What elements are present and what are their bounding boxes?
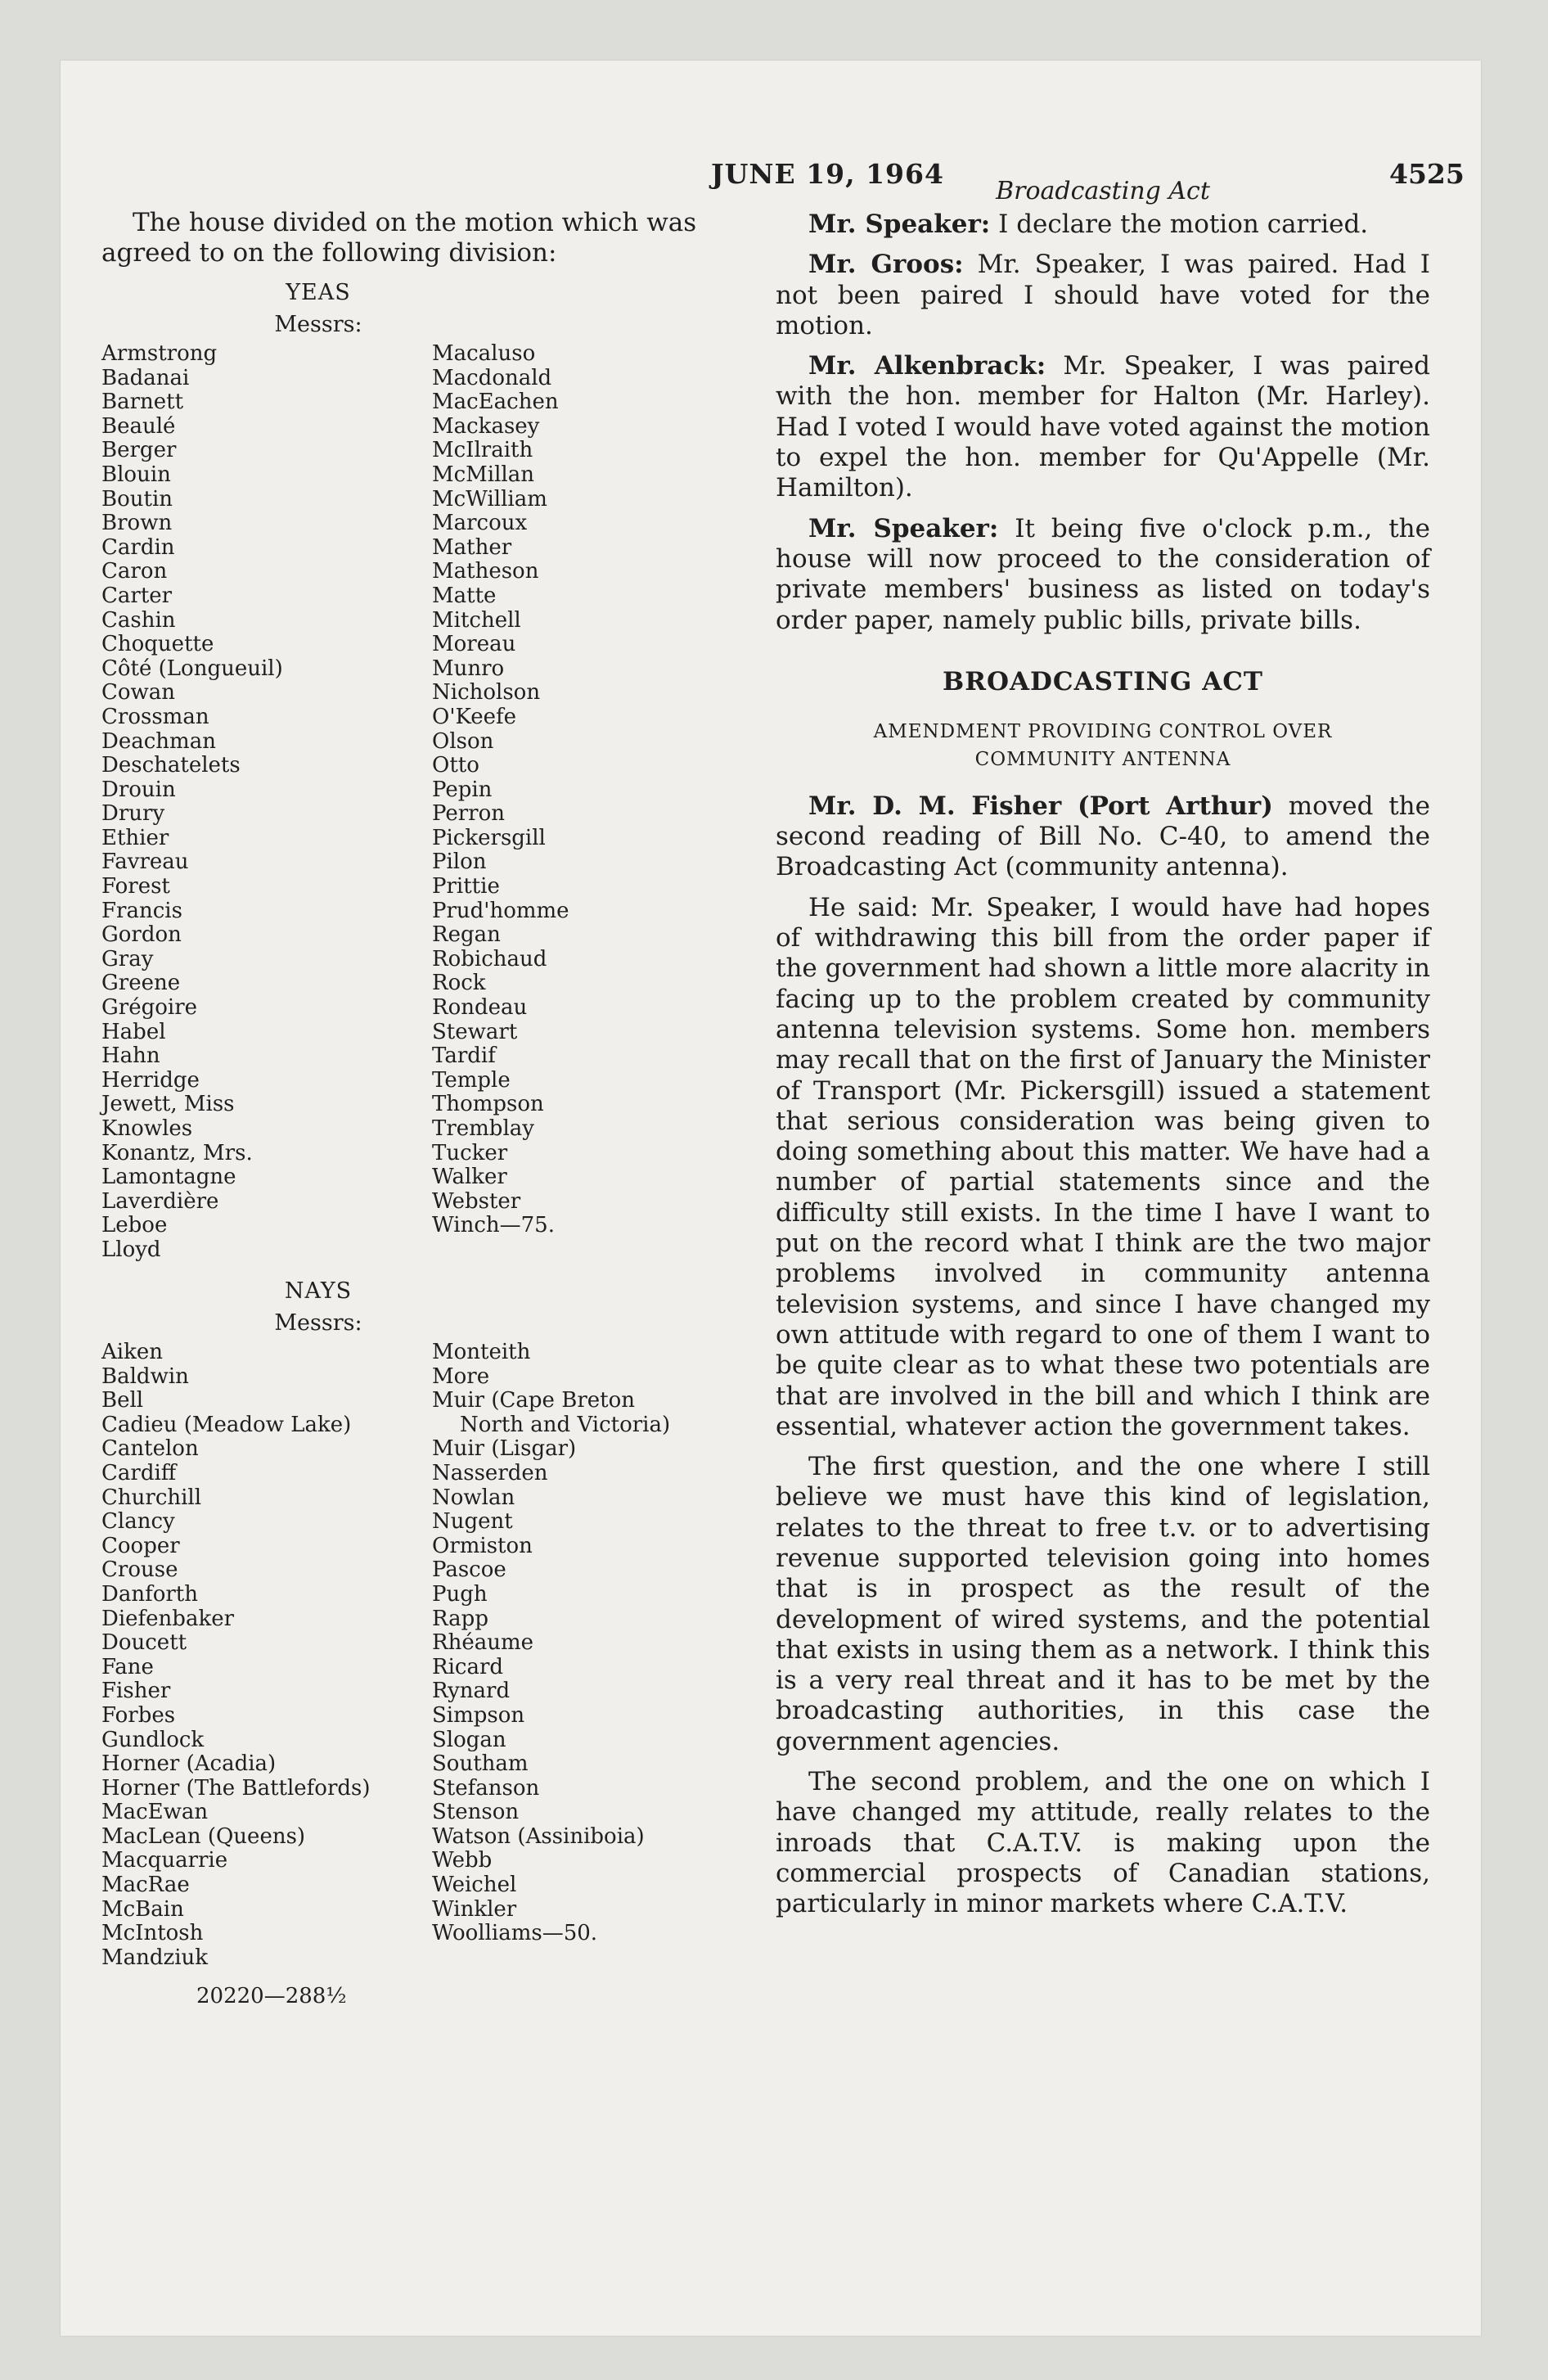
member-name: Diefenbaker xyxy=(101,1606,235,1631)
member-name: Mandziuk xyxy=(101,1945,209,1970)
member-name: Danforth xyxy=(101,1581,198,1607)
member-name: Knowles xyxy=(101,1116,193,1141)
act-subtitle xyxy=(776,718,1430,773)
member-name: Cowan xyxy=(101,680,176,705)
nays-list xyxy=(101,1341,781,1979)
member-name: Ethier xyxy=(101,825,169,850)
paragraph-text: Mr. Speaker, I was paired. Had I not been paired I should have voted for the motion. xyxy=(776,250,1430,340)
member-name: Grégoire xyxy=(101,995,198,1021)
member-name: Gundlock xyxy=(101,1727,205,1752)
member-name: Greene xyxy=(101,971,181,996)
speaker-name: Mr. Speaker: xyxy=(808,513,999,543)
speaker-name: Mr. Groos: xyxy=(808,250,964,280)
member-name: More xyxy=(432,1364,490,1389)
member-name: Herridge xyxy=(101,1067,200,1093)
paragraph-text: Mr. Speaker, I was paired with the hon. member for Halton (Mr. Harley). Had I voted I would have voted against the motion to expel the hon. member for Qu'Appelle (Mr. Hamilton). xyxy=(776,351,1430,503)
member-name: Baldwin xyxy=(101,1364,189,1389)
member-name: Badanai xyxy=(101,365,190,390)
member-name: Winch—75. xyxy=(432,1213,555,1238)
member-name: Olson xyxy=(432,728,494,754)
member-name: Cashin xyxy=(101,607,176,633)
yeas-column-1 xyxy=(101,342,412,1263)
speaker-name: Mr. D. M. Fisher (Port Arthur) xyxy=(808,791,1273,821)
member-name: Pascoe xyxy=(432,1557,506,1583)
member-name: Forest xyxy=(101,874,170,899)
paragraph-speaker-1 xyxy=(776,210,1430,240)
member-name: Nowlan xyxy=(432,1485,515,1510)
member-name: Deachman xyxy=(101,728,216,754)
speaker-name: Mr. Speaker: xyxy=(808,210,991,239)
member-name: Cardiff xyxy=(101,1460,177,1485)
member-name: Gordon xyxy=(101,922,182,948)
member-name: Nicholson xyxy=(432,680,541,705)
act-subtitle-line-1: AMENDMENT PROVIDING CONTROL OVER xyxy=(873,720,1333,742)
member-name: Nasserden xyxy=(432,1460,548,1485)
left-column xyxy=(101,208,781,2008)
member-name: McBain xyxy=(101,1896,184,1922)
member-name: Bell xyxy=(101,1388,144,1413)
member-name: McIntosh xyxy=(101,1921,204,1946)
member-name: Konantz, Mrs. xyxy=(101,1140,253,1165)
member-name: Slogan xyxy=(432,1727,506,1752)
member-name: Ricard xyxy=(432,1654,504,1679)
member-name: Cantelon xyxy=(101,1436,199,1462)
member-name: MacEachen xyxy=(432,390,559,415)
act-subtitle-line-2: COMMUNITY ANTENNA xyxy=(974,748,1231,770)
member-name: Macdonald xyxy=(432,365,552,390)
member-name: Blouin xyxy=(101,462,171,487)
member-name: Webster xyxy=(432,1188,521,1214)
member-name: Weichel xyxy=(432,1873,517,1898)
speaker-name: Mr. Alkenbrack: xyxy=(808,351,1046,381)
member-name: McWilliam xyxy=(432,486,547,512)
member-name: Regan xyxy=(432,922,501,948)
member-name: Côté (Longueuil) xyxy=(101,656,283,681)
member-name: Horner (Acadia) xyxy=(101,1751,277,1777)
paragraph-fisher-speech-2: The first question, and the one where I still believe we must have this kind of legislation, relates to the threat to free t.v. or to advertising revenue supported television going into homes that is in prospect as the result of the development of wired systems, and the potential that exists in using them as a network. I think this is a very real threat and it has to be met by the broadcasting authorities, in this case the government agencies. xyxy=(776,1452,1430,1756)
member-name: Perron xyxy=(432,801,505,827)
member-name: Watson (Assiniboia) xyxy=(432,1823,645,1849)
member-name: Gray xyxy=(101,946,154,971)
member-name: Woolliams—50. xyxy=(432,1921,598,1946)
member-name: Berger xyxy=(101,438,177,463)
member-name: Fisher xyxy=(101,1679,171,1704)
member-name: Temple xyxy=(432,1067,511,1093)
member-name: Tucker xyxy=(432,1140,508,1165)
member-name: Deschatelets xyxy=(101,753,241,778)
member-name: Armstrong xyxy=(101,341,218,366)
member-name: Pugh xyxy=(432,1581,488,1607)
paragraph-fisher-motion xyxy=(776,791,1430,883)
member-name: Winkler xyxy=(432,1896,517,1922)
member-name: Nugent xyxy=(432,1509,513,1535)
member-name: Choquette xyxy=(101,632,214,657)
member-name: Rhéaume xyxy=(432,1630,533,1656)
member-name: Clancy xyxy=(101,1509,175,1535)
member-name: Brown xyxy=(101,511,173,536)
paragraph-fisher-speech-3: The second problem, and the one on which I have changed my attitude, really relates to the inroads that C.A.T.V. is making upon the commercial prospects of Canadian stations, particularly in minor markets where C.A.T.V. xyxy=(776,1767,1430,1919)
member-name: Pilon xyxy=(432,850,487,875)
paragraph-text: I declare the motion carried. xyxy=(990,210,1369,239)
member-name: Simpson xyxy=(432,1702,525,1728)
paragraph-text: It being five o'clock p.m., the house will now proceed to the consideration of private members' business as listed on today's order paper, namely public bills, private bills. xyxy=(776,513,1430,635)
member-name: Marcoux xyxy=(432,511,528,536)
member-name: Barnett xyxy=(101,390,184,415)
member-name: Lloyd xyxy=(101,1237,161,1262)
member-name: Stewart xyxy=(432,1019,518,1044)
member-name: Cooper xyxy=(101,1533,180,1558)
member-name: Rondeau xyxy=(432,995,528,1021)
member-name: Drouin xyxy=(101,777,176,802)
paragraph-groos xyxy=(776,250,1430,341)
member-name: Moreau xyxy=(432,632,516,657)
member-name: Robichaud xyxy=(432,946,547,971)
member-name: Pickersgill xyxy=(432,825,546,850)
member-name: MacRae xyxy=(101,1873,190,1898)
member-name: Pepin xyxy=(432,777,493,802)
paragraph-alkenbrack xyxy=(776,351,1430,503)
paragraph-fisher-speech-1: He said: Mr. Speaker, I would have had hopes of withdrawing this bill from the order paper if the government had shown a little more alacrity in facing up to the problem created by community antenna television systems. Some hon. members may recall that on the first of January the Minister of Transport (Mr. Pickersgill) issued a statement that serious consideration was being given to doing something about this matter. We have had a number of partial statements since and the difficulty still exists. In the time I have I want to put on the record what I think are the two major problems involved in community antenna television systems, and since I have changed my own attitude with regard to one of them I want to be quite clear as to what these two potentials are that are involved in the bill and which I think are essential, whatever action the government takes. xyxy=(776,892,1430,1441)
nays-column-2 xyxy=(432,1341,776,1946)
member-name: Leboe xyxy=(101,1213,168,1238)
member-name: Matheson xyxy=(432,559,539,584)
member-name: Cardin xyxy=(101,534,175,560)
member-name: MacEwan xyxy=(101,1800,209,1825)
right-column xyxy=(776,177,1430,1930)
member-name: Jewett, Miss xyxy=(101,1092,235,1117)
footer-code: 20220—288½ xyxy=(196,1984,347,2008)
member-name: North and Victoria) xyxy=(460,1412,671,1437)
member-name: Crossman xyxy=(101,704,209,729)
member-name: Tremblay xyxy=(432,1116,534,1141)
member-name: Macquarrie xyxy=(101,1848,228,1873)
member-name: McMillan xyxy=(432,462,534,487)
member-name: Laverdière xyxy=(101,1188,219,1214)
member-name: Prittie xyxy=(432,874,500,899)
member-name: Beaulé xyxy=(101,413,176,439)
member-name: McIlraith xyxy=(432,438,533,463)
member-name: Lamontagne xyxy=(101,1165,236,1190)
member-name: Fane xyxy=(101,1654,154,1679)
member-name: Macaluso xyxy=(432,341,536,366)
member-name: Matte xyxy=(432,583,497,608)
member-name: Stenson xyxy=(432,1800,520,1825)
yeas-list xyxy=(101,342,781,1265)
division-intro: The house divided on the motion which was agreed to on the following division: xyxy=(101,208,697,268)
member-name: Favreau xyxy=(101,850,189,875)
member-name: Webb xyxy=(432,1848,493,1873)
member-name: Rock xyxy=(432,971,486,996)
nays-column-1 xyxy=(101,1341,412,1970)
member-name: Carter xyxy=(101,583,173,608)
member-name: Francis xyxy=(101,898,182,923)
member-name: Doucett xyxy=(101,1630,187,1656)
member-name: Mitchell xyxy=(432,607,521,633)
yeas-column-2 xyxy=(432,342,776,1238)
member-name: Habel xyxy=(101,1019,166,1044)
member-name: Boutin xyxy=(101,486,173,512)
yeas-title: YEAS xyxy=(286,280,351,305)
member-name: Munro xyxy=(432,656,505,681)
nays-title: NAYS xyxy=(284,1278,353,1304)
member-name: Forbes xyxy=(101,1702,176,1728)
act-title: BROADCASTING ACT xyxy=(943,666,1263,696)
running-title: Broadcasting Act xyxy=(996,177,1210,205)
member-name: Cadieu (Meadow Lake) xyxy=(101,1412,352,1437)
member-name: Rynard xyxy=(432,1679,511,1704)
member-name: Caron xyxy=(101,559,168,584)
document-page xyxy=(61,61,1481,2336)
member-name: Mackasey xyxy=(432,413,540,439)
member-name: Crouse xyxy=(101,1557,178,1583)
member-name: Tardif xyxy=(432,1044,496,1069)
nays-messrs: Messrs: xyxy=(274,1310,362,1336)
member-name: Prud'homme xyxy=(432,898,569,923)
member-name: Aiken xyxy=(101,1340,163,1364)
paragraph-speaker-2 xyxy=(776,514,1430,636)
paragraph-text: moved the second reading of Bill No. C-40, to amend the Broadcasting Act (community antenna). xyxy=(776,791,1430,882)
member-name: Otto xyxy=(432,753,479,778)
member-name: Drury xyxy=(101,801,165,827)
member-name: Muir (Lisgar) xyxy=(432,1436,577,1462)
yeas-messrs: Messrs: xyxy=(274,312,362,337)
member-name: Mather xyxy=(432,534,512,560)
member-name: Monteith xyxy=(432,1340,531,1364)
member-name: Walker xyxy=(432,1165,507,1190)
member-name: Hahn xyxy=(101,1044,160,1069)
member-name: O'Keefe xyxy=(432,704,516,729)
member-name: Stefanson xyxy=(432,1775,540,1801)
member-name: Rapp xyxy=(432,1606,488,1631)
member-name: Muir (Cape Breton xyxy=(432,1388,635,1413)
member-name: Churchill xyxy=(101,1485,202,1510)
page-number: 4525 xyxy=(1389,158,1465,190)
member-name: Horner (The Battlefords) xyxy=(101,1775,371,1801)
member-name: Southam xyxy=(432,1751,529,1777)
header-date: JUNE 19, 1964 xyxy=(711,158,944,190)
member-name: MacLean (Queens) xyxy=(101,1823,306,1849)
member-name: Thompson xyxy=(432,1092,544,1117)
member-name: Ormiston xyxy=(432,1533,533,1558)
